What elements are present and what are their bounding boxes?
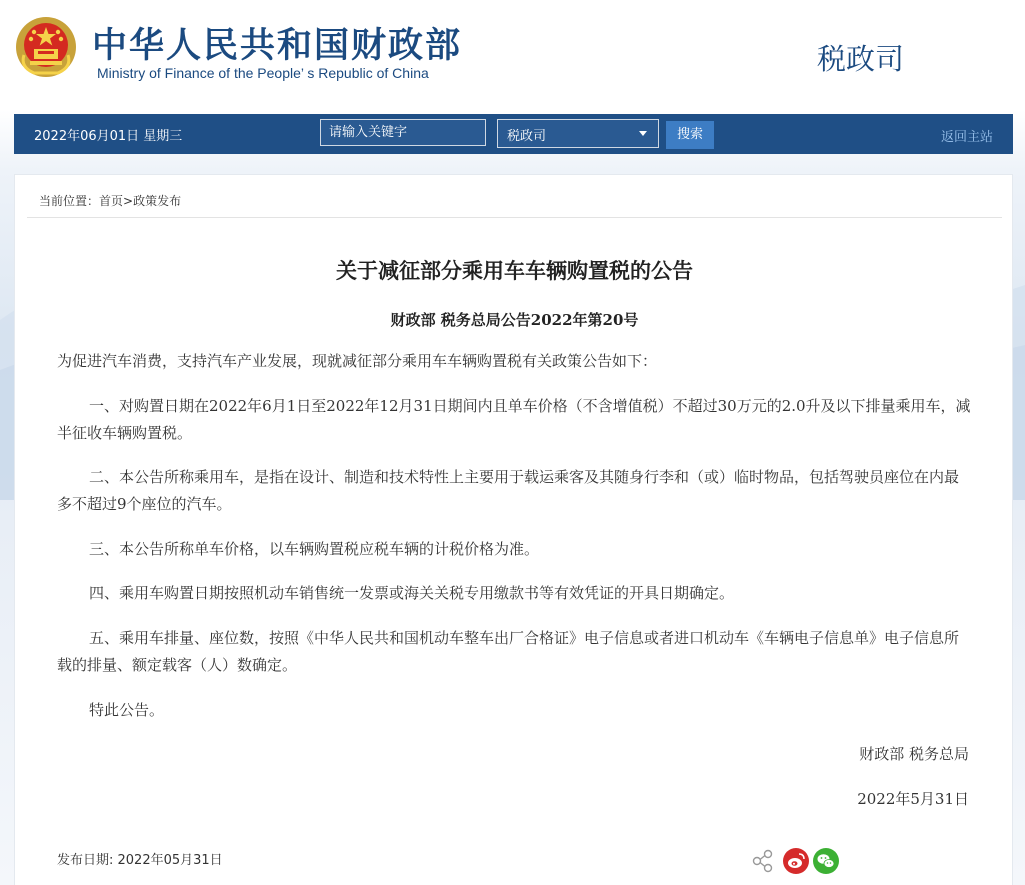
- site-title-english: Ministry of Finance of the People’ s Republic of China: [97, 65, 429, 81]
- article-paragraph: 四、乘用车购置日期按照机动车销售统一发票或海关关税专用缴款书等有效凭证的开具日期确定。: [89, 584, 735, 602]
- divider: [27, 217, 1002, 218]
- article-intro: 为促进汽车消费，支持汽车产业发展，现就减征部分乘用车车辆购置税有关政策公告如下：: [57, 352, 658, 370]
- search-input[interactable]: [320, 119, 486, 146]
- article-subtitle: 财政部 税务总局公告2022年第20号: [390, 311, 639, 329]
- article-paragraph: 二、本公告所称乘用车，是指在设计、制造和技术特性上主要用于载运乘客及其随身行李和（或）临时物品，包括驾驶员座位在内最多不超过9个座位的汽车。: [57, 468, 960, 513]
- article-title: 关于减征部分乘用车车辆购置税的公告: [336, 259, 693, 283]
- department-name: 税政司: [817, 42, 905, 76]
- wechat-icon[interactable]: [813, 848, 839, 874]
- breadcrumb-separator: >: [123, 194, 134, 208]
- search-button[interactable]: 搜索: [666, 121, 714, 149]
- site-header: [0, 0, 1025, 110]
- chevron-down-icon: [639, 131, 647, 136]
- department-select[interactable]: [497, 119, 659, 148]
- article-paragraph: 五、乘用车排量、座位数，按照《中华人民共和国机动车整车出厂合格证》电子信息或者进口机动车《车辆电子信息单》电子信息所载的排量、额定载客（人）数确定。: [57, 629, 960, 674]
- article-panel: [14, 174, 1013, 885]
- weibo-icon[interactable]: [783, 848, 809, 874]
- breadcrumb-home-link[interactable]: 首页: [99, 194, 124, 208]
- article-sign-date: 2022年5月31日: [857, 790, 969, 808]
- article-paragraph: 三、本公告所称单车价格，以车辆购置税应税车辆的计税价格为准。: [89, 540, 540, 558]
- breadcrumb-section-link[interactable]: 政策发布: [133, 194, 182, 208]
- current-date: 2022年06月01日 星期三: [34, 129, 183, 144]
- article-paragraph: 一、对购置日期在2022年6月1日至2022年12月31日期间内且单车价格（不含增值税）不超过30万元的2.0升及以下排量乘用车，减半征收车辆购置税。: [57, 397, 971, 442]
- top-navbar: [14, 114, 1013, 154]
- site-title: 中华人民共和国财政部: [92, 26, 463, 66]
- breadcrumb: [39, 192, 181, 209]
- return-home-link[interactable]: 返回主站: [940, 130, 993, 145]
- article-signatory: 财政部 税务总局: [859, 745, 969, 763]
- article-closing: 特此公告。: [89, 701, 165, 719]
- national-emblem-icon: [14, 15, 78, 79]
- publish-date: 发布日期: 2022年05月31日: [57, 853, 223, 868]
- department-select-value: 税政司: [507, 129, 547, 144]
- share-icon[interactable]: [750, 848, 776, 874]
- breadcrumb-prefix: 当前位置：: [39, 194, 100, 208]
